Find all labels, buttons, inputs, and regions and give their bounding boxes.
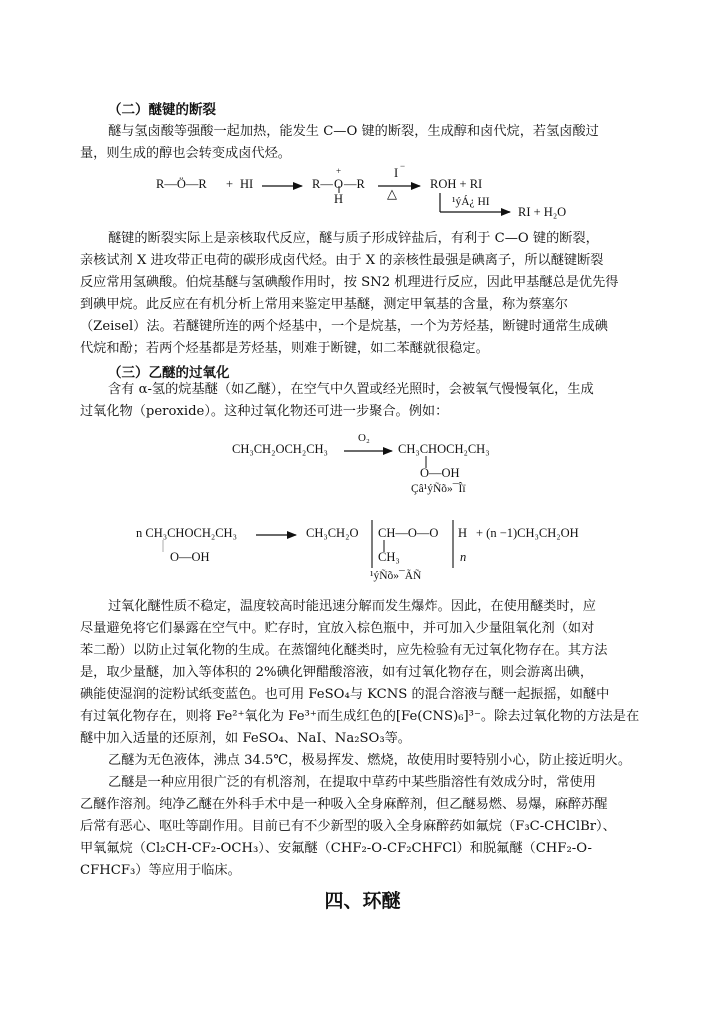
reactant-diethyl-ether: CH₃CH₂OCH₂CH₃ xyxy=(232,442,328,456)
section-heading-ether-cleavage: （二）醚键的断裂 xyxy=(108,102,216,118)
polymer-end-h: H xyxy=(458,526,468,540)
product-hydroperoxide: CH₃CHOCH₂CH₃ xyxy=(398,442,490,456)
text-line: 醚中加入适量的还原剂，如 FeSO₄、NaI、Na₂SO₃等。 xyxy=(80,731,411,746)
text-line: （Zeisel）法。若醚键所连的两个烃基中，一个是烷基，一个为芳烃基，断键时通常生成碘 xyxy=(80,319,608,334)
text-line: 到碘甲烷。此反应在有机分析上常用来鉴定甲基醚，测定甲氧基的含量，称为蔡塞尔 xyxy=(80,297,568,312)
text-line: CFHCF₃）等应用于临床。 xyxy=(80,863,241,878)
reagent-oxygen: O₂ xyxy=(358,432,370,444)
polymer-methyl-branch: CH₃ xyxy=(378,550,400,564)
text-line: 后常有恶心、呕吐等副作用。目前已有不少新型的吸入全身麻醉药如氟烷（F₃C-CHClBr）、 xyxy=(80,819,616,834)
text-line: 乙醚作溶剂。纯净乙醚在外科手术中是一种吸入全身麻醉剂，但乙醚易燃、易爆，麻醉苏醒 xyxy=(80,797,608,812)
plus-sign: + xyxy=(226,177,234,191)
heat-symbol: △ xyxy=(387,186,397,201)
hydroperoxy-group: O—OH xyxy=(420,466,460,480)
polymer-head-group: CH₃CH₂O xyxy=(306,526,359,540)
oxonium-oxygen: O xyxy=(334,177,344,191)
text-line: 含有 α-氢的烷基醚（如乙醚），在空气中久置或经光照时，会被氧气慢慢氧化，生成 xyxy=(108,382,594,397)
text-line: 亲核试剂 X 进攻带正电荷的碳形成卤代烃。由于 X 的亲核性最强是碘离子，所以醚键断裂 xyxy=(80,253,604,268)
caption-hydroperoxide: Çâ¹ýÑõ»¯Îï xyxy=(411,483,466,495)
coproduct-ethanol: + (n −1)CH₃CH₂OH xyxy=(476,526,579,540)
product-alcohol-iodide: ROH + RI xyxy=(430,177,483,191)
text-line: 乙醚是一种应用很广泛的有机溶剂，在提取中草药中某些脂溶性有效成分时，常使用 xyxy=(108,775,596,790)
text-line: 过氧化醚性质不稳定，温度较高时能迅速分解而发生爆炸。因此，在使用醚类时，应 xyxy=(108,599,596,614)
reagent-hi: HI xyxy=(240,177,254,191)
text-line: 醚与氢卤酸等强酸一起加热，能发生 C—O 键的断裂，生成醇和卤代烷，若氢卤酸过 xyxy=(108,124,599,139)
polymer-repeat-unit: CH—O—O xyxy=(378,526,439,540)
reactant-hydroperoxy-group: O—OH xyxy=(170,550,210,564)
iodide-nucleophile: I xyxy=(394,166,399,180)
text-line: 量，则生成的醇也会转变成卤代烃。 xyxy=(80,146,291,161)
text-line: 甲氧氟烷（Cl₂CH-CF₂-OCH₃）、安氟醚（CHF₂-O-CF₂CHFCl）和脱氟醚（CHF₂-O- xyxy=(80,841,592,856)
text-line: 乙醚为无色液体，沸点 34.5℃，极易挥发、燃烧，故使用时要特别小心，防止接近明火。 xyxy=(108,753,632,768)
oxonium-charge: + xyxy=(336,166,342,176)
reactant-hydroperoxide: n CH₃CHOCH₂CH₃ xyxy=(136,526,237,540)
text-line: 尽量避免将它们暴露在空气中。贮存时，宜放入棕色瓶中，并可加入少量阻氧化剂（如对 xyxy=(80,621,595,636)
text-line: 代烷和酚；若两个烃基都是芳烃基，则难于断键，如二苯醚就很稳定。 xyxy=(80,341,489,356)
section-heading-cyclic-ethers: 四、环醚 xyxy=(324,890,401,912)
section-heading-peroxidation: （三）乙醚的过氧化 xyxy=(108,365,230,381)
text-line: 苯二酚）以防止过氧化物的生成。在蒸馏纯化醚类时，应先检验有无过氧化物存在。其方法 xyxy=(80,643,608,658)
oxonium-left: R— xyxy=(312,177,333,191)
oxonium-right: —R xyxy=(344,177,365,191)
polymer-n: n xyxy=(460,550,467,564)
text-line: 过氧化物（peroxide）。这种过氧化物还可进一步聚合。例如： xyxy=(80,404,449,419)
oxonium-hydrogen: H xyxy=(334,192,344,206)
text-line: 是，取少量醚，加入等体积的 2%碘化钾醋酸溶液，如有过氧化物存在，则会游离出碘， xyxy=(80,665,594,680)
text-line: 有过氧化物存在，则将 Fe²⁺氧化为 Fe³⁺而生成红色的[Fe(CNS)₆]³⁻。除去过氧化物的方法是在 xyxy=(80,709,640,724)
branch-reagent-label: ¹ýÁ¿ HI xyxy=(452,196,490,208)
text-line: 醚键的断裂实际上是亲核取代反应，醚与质子形成锌盐后，有利于 C—O 键的断裂， xyxy=(108,231,599,246)
text-line: 碘能使湿润的淀粉试纸变蓝色。也可用 FeSO₄与 KCNS 的混合溶液与醚一起振摇，如醚中 xyxy=(80,687,610,702)
branch-product: RI + H₂O xyxy=(518,205,567,219)
iodide-charge: − xyxy=(400,161,406,171)
text-line: 反应常用氢碘酸。伯烷基醚与氢碘酸作用时，按 SN2 机理进行反应，因此甲基醚总是优先得 xyxy=(80,275,619,290)
caption-peroxide-polymer: ¹ýÑõ»¯ÃÑ xyxy=(370,570,422,582)
reactant-ether: R—Ö—R xyxy=(156,177,207,191)
